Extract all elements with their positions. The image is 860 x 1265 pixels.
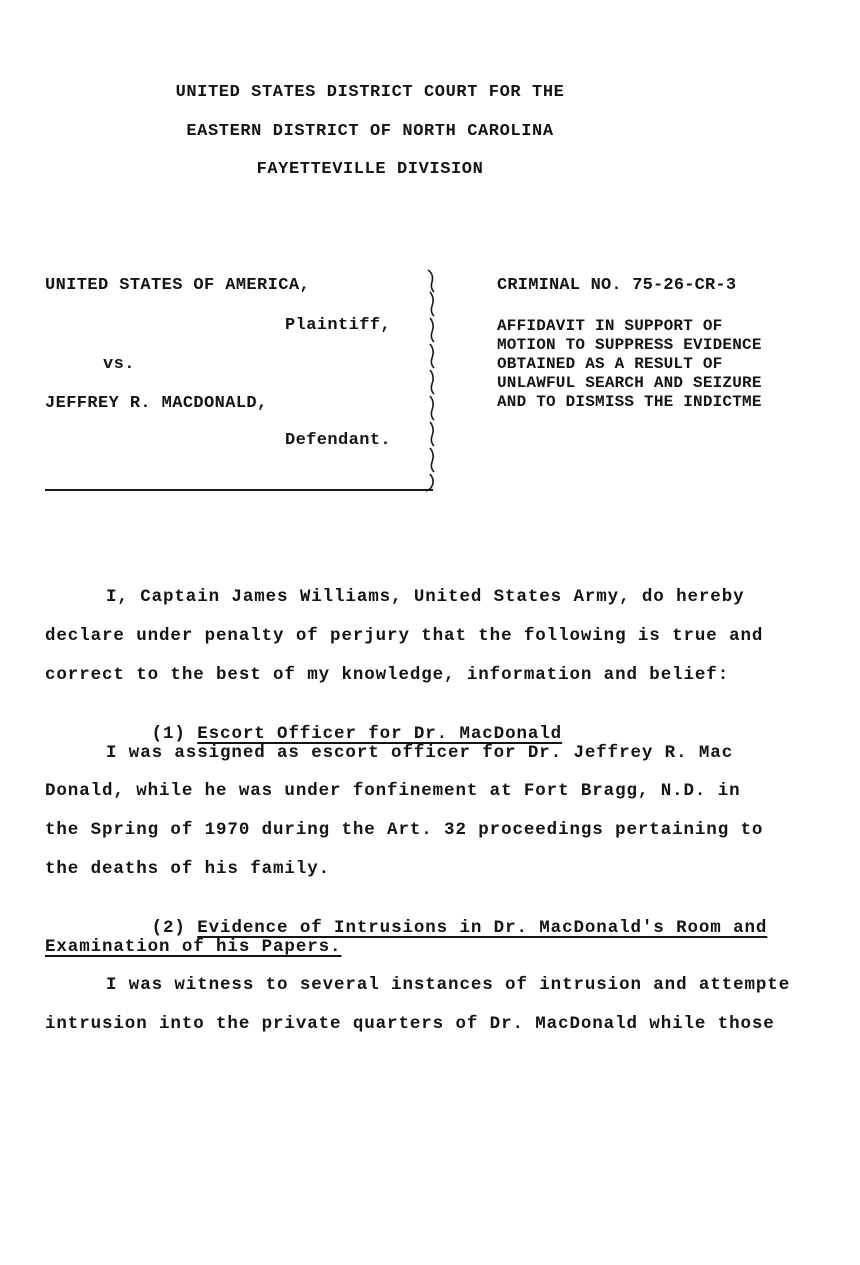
section-1-line-1: I was assigned as escort officer for Dr. Jeffrey R. Mac [106,743,734,763]
court-header-line-2: EASTERN DISTRICT OF NORTH CAROLINA [186,122,554,141]
affidavit-title-line-3: OBTAINED AS A RESULT OF [497,355,723,373]
section-2-line-1: I was witness to several instances of intrusion and attempte [106,975,791,995]
section-2-line-2: intrusion into the private quarters of Dr. MacDonald while those [45,1014,775,1034]
section-2-title-line-1: Evidence of Intrusions in Dr. MacDonald's Room and [197,918,768,938]
section-1-line-4: the deaths of his family. [45,859,331,879]
affidavit-title-line-4: UNLAWFUL SEARCH AND SEIZURE [497,374,762,392]
section-1-title: Escort Officer for Dr. MacDonald [197,724,563,744]
section-1-number: (1) [151,724,186,744]
section-2-title-line-2: Examination of his Papers. [45,937,342,957]
versus: vs. [103,355,135,374]
affidavit-title-line-2: MOTION TO SUPPRESS EVIDENCE [497,336,762,354]
section-2-number: (2) [151,918,186,938]
intro-line-3: correct to the best of my knowledge, information and belief: [45,665,730,685]
intro-line-2: declare under penalty of perjury that the following is true and [45,626,764,646]
criminal-number: CRIMINAL NO. 75-26-CR-3 [497,276,737,295]
affidavit-title-line-1: AFFIDAVIT IN SUPPORT OF [497,317,723,335]
caption-rule [45,489,433,491]
caption-brace [424,268,440,493]
section-1-line-2: Donald, while he was under fonfinement at Fort Bragg, N.D. in [45,781,741,801]
defendant-name: JEFFREY R. MACDONALD, [45,394,268,413]
intro-line-1: I, Captain James Williams, United States Army, do hereby [106,587,745,607]
section-1-line-3: the Spring of 1970 during the Art. 32 proceedings pertaining to [45,820,764,840]
court-header-line-3: FAYETTEVILLE DIVISION [256,160,484,179]
plaintiff-name: UNITED STATES OF AMERICA, [45,276,311,295]
affidavit-title-line-5: AND TO DISMISS THE INDICTME [497,393,762,411]
defendant-role: Defendant. [285,431,392,450]
plaintiff-role: Plaintiff, [285,316,392,335]
court-header-line-1: UNITED STATES DISTRICT COURT FOR THE [175,83,565,102]
